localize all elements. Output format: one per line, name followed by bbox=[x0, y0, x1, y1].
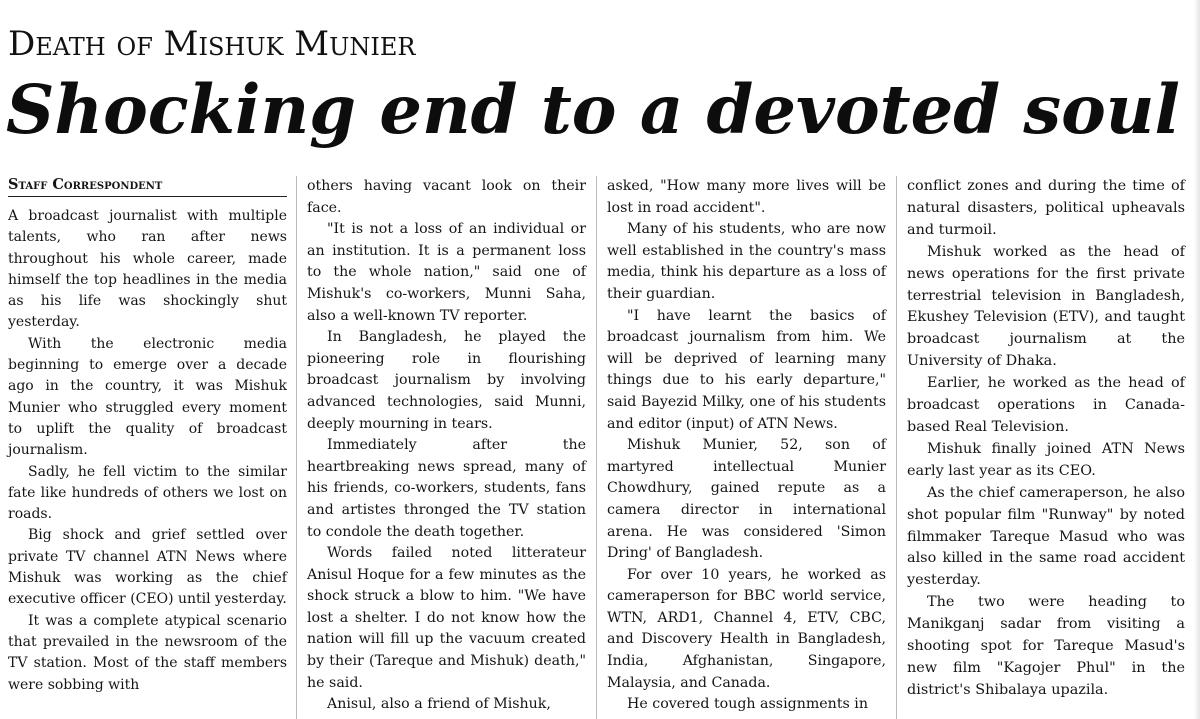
page-edge-shadow bbox=[1194, 0, 1200, 719]
paragraph: Mishuk worked as the head of news operations for the first private terrestrial television in Bangladesh, Ekushey Television (ETV), and taught broadcast journalism at the University of Dhaka. bbox=[907, 243, 1185, 370]
paragraph: Many of his students, who are now well established in the country's mass media, think his departure as a loss of their guardian. bbox=[607, 221, 886, 302]
paragraph: A broadcast journalist with multiple talents, who ran after news throughout his whole career, made himself the top headlines in the media as his life was shockingly shut yesterday. bbox=[8, 208, 287, 331]
headline: Shocking end to a devoted soul bbox=[6, 70, 1180, 149]
paragraph: Big shock and grief settled over private TV channel ATN News where Mishuk was working as the chief executive officer (CEO) until yesterday. bbox=[8, 527, 287, 608]
article-column-4 bbox=[907, 176, 1185, 702]
column-divider bbox=[596, 176, 597, 719]
kicker-title: Death of Mishuk Munier bbox=[8, 24, 416, 64]
paragraph: Anisul, also a friend of Mishuk, bbox=[327, 696, 551, 713]
paragraph: In Bangladesh, he played the pioneering role in flourishing broadcast journalism by involving advanced technologies, said Munni, deeply mourning in tears. bbox=[307, 329, 586, 432]
paragraph: "It is not a loss of an individual or an institution. It is a permanent loss to the whole nation," said one of Mishuk's co-workers, Munni Saha, also a well-known TV reporter. bbox=[307, 221, 586, 324]
paragraph: With the electronic media beginning to emerge over a decade ago in the country, it was Mishuk Munier who struggled every moment to uplift the quality of broadcast journalism. bbox=[8, 335, 287, 459]
paragraph: Sadly, he fell victim to the similar fate like hundreds of others we lost on roads. bbox=[8, 463, 287, 523]
byline: Staff Correspondent bbox=[8, 176, 287, 197]
article-column-3 bbox=[607, 176, 886, 716]
paragraph: The two were heading to Manikganj sadar from visiting a shooting spot for Tareque Masud's new film "Kagojer Phul" in the district's Shibalaya upazila. bbox=[907, 594, 1185, 698]
paragraph: Mishuk Munier, 52, son of martyred intellectual Munier Chowdhury, gained repute as a camera director in international arena. He was considered 'Simon Dring' of Bangladesh. bbox=[607, 437, 886, 562]
paragraph: others having vacant look on their face. bbox=[307, 178, 586, 216]
paragraph: Earlier, he worked as the head of broadcast operations in Canada-based Real Television. bbox=[907, 375, 1185, 435]
paragraph: He covered tough assignments in bbox=[627, 696, 868, 713]
paragraph: Mishuk finally joined ATN News early last year as its CEO. bbox=[907, 440, 1185, 479]
paragraph: It was a complete atypical scenario that prevailed in the newsroom of the TV station. Most of the staff members were sobbing with bbox=[8, 612, 287, 693]
article-column-1 bbox=[8, 176, 287, 696]
paragraph: "I have learnt the basics of broadcast journalism from him. We will be deprived of learning many things due to his early departure," said Bayezid Milky, one of his students and editor (input) of ATN News. bbox=[607, 307, 886, 432]
paragraph: conflict zones and during the time of natural disasters, political upheavals and turmoil. bbox=[907, 178, 1185, 238]
article-column-2 bbox=[307, 176, 586, 716]
column-divider bbox=[896, 176, 897, 719]
paragraph: Immediately after the heartbreaking news spread, many of his friends, co-workers, students, fans and artistes thronged the TV station to condole the death together. bbox=[307, 437, 586, 540]
paragraph: As the chief cameraperson, he also shot popular film "Runway" by noted filmmaker Tareque Masud who was also killed in the same road accident yesterday. bbox=[907, 484, 1185, 589]
paragraph: Words failed noted litterateur Anisul Hoque for a few minutes as the shock struck a blow to him. "We have lost a shelter. I do not know how the nation will fill up the vacuum created by their (Tareque and Mishuk) death," he said. bbox=[307, 545, 586, 691]
paragraph: asked, "How many more lives will be lost in road accident". bbox=[607, 178, 886, 216]
paragraph: For over 10 years, he worked as cameraperson for BBC world service, WTN, ARD1, Channel 4, ETV, CBC, and Discovery Health in Bangladesh, India, Afghanistan, Singapore, Malaysia, and Canada. bbox=[607, 566, 886, 691]
column-divider bbox=[296, 176, 297, 719]
